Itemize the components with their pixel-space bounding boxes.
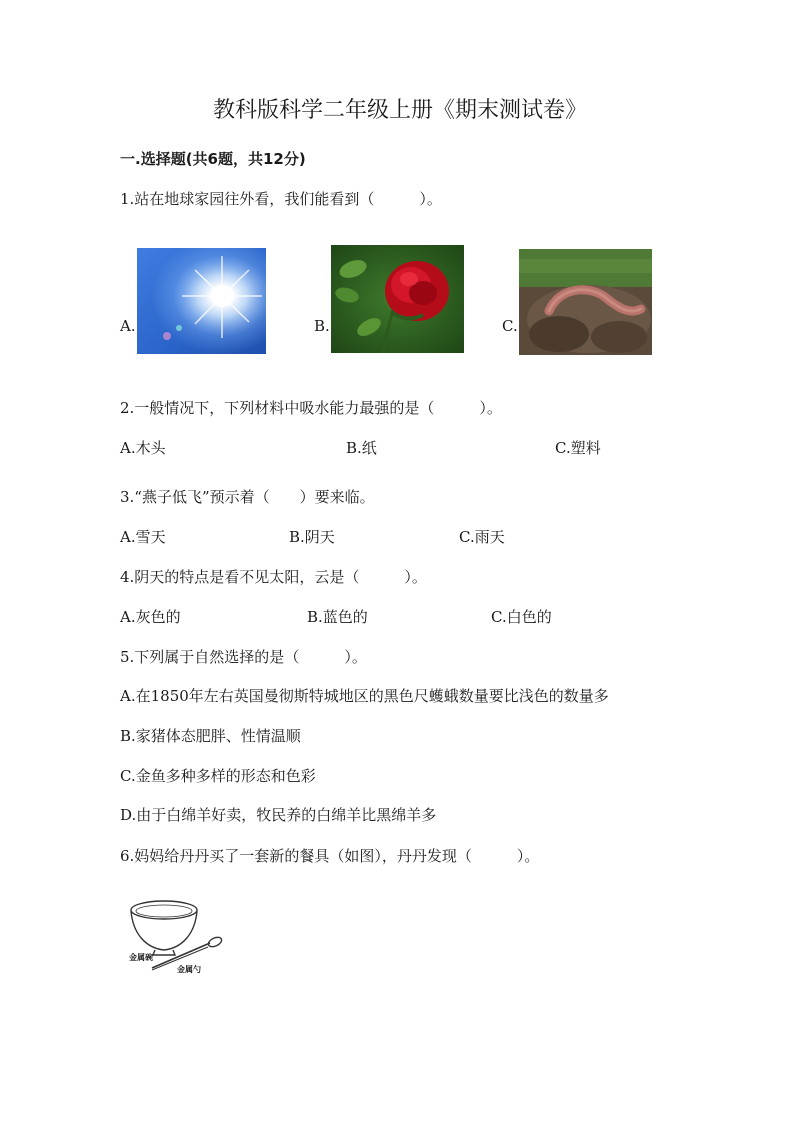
question-5-option-b: B.家猪体态肥胖、性情温顺 — [120, 727, 301, 745]
question-2-option-a: A.木头 — [120, 439, 166, 457]
question-6-stem: 6.妈妈给丹丹买了一套新的餐具（如图），丹丹发现（ ）。 — [120, 847, 540, 865]
question-3-option-a: A.雪天 — [120, 528, 166, 546]
question-4-option-b: B.蓝色的 — [307, 608, 368, 626]
bowl-label: 金属碗 — [129, 953, 153, 962]
question-4-option-a: A.灰色的 — [120, 608, 181, 626]
question-3-stem: 3.“燕子低飞”预示着（ ）要来临。 — [120, 488, 375, 506]
question-2-option-b: B.纸 — [346, 439, 377, 457]
question-1-option-b: B. — [314, 317, 330, 335]
spoon-label: 金属勺 — [177, 965, 201, 974]
question-5-option-d: D.由于白绵羊好卖，牧民养的白绵羊比黑绵羊多 — [120, 806, 437, 824]
rose-image — [331, 245, 464, 353]
question-4-stem: 4.阴天的特点是看不见太阳，云是（ ）。 — [120, 568, 427, 586]
bowl-and-spoon-drawing — [128, 898, 224, 982]
page-title: 教科版科学二年级上册《期末测试卷》 — [212, 98, 587, 123]
question-3-option-c: C.雨天 — [459, 528, 505, 546]
question-1-option-c: C. — [502, 317, 518, 335]
question-4-option-c: C.白色的 — [491, 608, 552, 626]
question-2-stem: 2.一般情况下，下列材料中吸水能力最强的是（ ）。 — [120, 399, 502, 417]
question-3-option-b: B.阴天 — [289, 528, 335, 546]
question-5-option-a: A.在1850年左右英国曼彻斯特城地区的黑色尺蠖蛾数量要比浅色的数量多 — [120, 687, 609, 705]
question-1-stem: 1.站在地球家园往外看，我们能看到（ ）。 — [120, 190, 442, 208]
question-5-option-c: C.金鱼多种多样的形态和色彩 — [120, 767, 316, 785]
earthworm-image — [519, 249, 652, 355]
question-1-option-a: A. — [120, 317, 136, 335]
question-5-stem: 5.下列属于自然选择的是（ ）。 — [120, 648, 367, 666]
section-heading: 一.选择题(共6题，共12分) — [120, 150, 306, 168]
bowl-spoon-figure — [128, 898, 224, 982]
sun-image — [137, 248, 266, 354]
question-2-option-c: C.塑料 — [555, 439, 601, 457]
